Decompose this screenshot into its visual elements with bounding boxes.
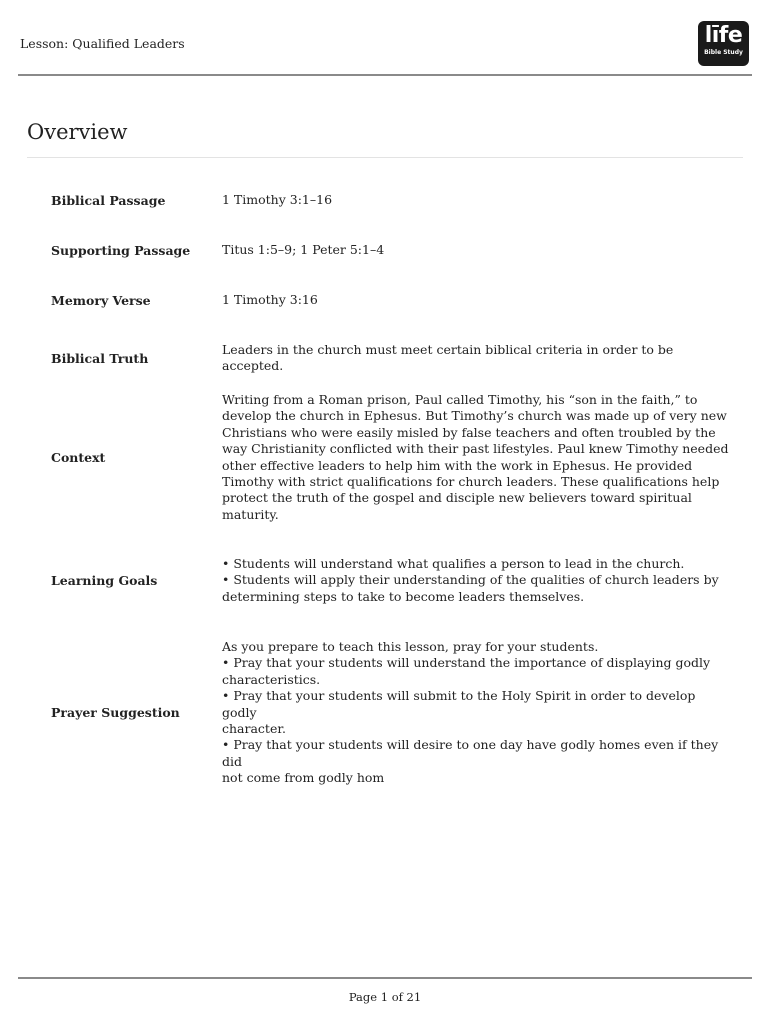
row-memory-verse (51, 292, 731, 308)
row-label: Biblical Truth (51, 350, 149, 366)
row-value (222, 292, 731, 308)
row-label: Context (51, 450, 106, 466)
row-learning-goals (51, 556, 731, 605)
header-divider (18, 74, 752, 76)
row-value-line: Christians who were easily misled by false teachers and often troubled by the (222, 424, 716, 440)
row-value-line: develop the church in Ephesus. But Timothy’s church was made up of very new (222, 408, 727, 424)
row-value-line: Writing from a Roman prison, Paul called Timothy, his “son in the faith,” to (222, 392, 698, 407)
row-value-line: character. (222, 721, 286, 737)
logo-word: līfe (704, 23, 743, 48)
row-value-line: characteristics. (222, 671, 321, 687)
row-value (222, 639, 731, 787)
row-value (222, 392, 731, 523)
row-label: Biblical Passage (51, 192, 166, 208)
row-value-line: As you prepare to teach this lesson, pray for your students. (222, 639, 599, 654)
page-number: Page 1 of 21 (348, 990, 422, 1004)
row-value-line: protect the truth of the gospel and disciple new believers toward spiritual (222, 490, 692, 506)
row-label: Prayer Suggestion (51, 705, 180, 721)
row-value-line: • Pray that your students will understand the importance of displaying godly (222, 655, 711, 671)
row-value-line: other effective leaders to help him with the work in Ephesus. He provided (222, 457, 693, 473)
row-value-line: Timothy with strict qualifications for church leaders. These qualifications help (222, 474, 720, 490)
row-value-line: • Pray that your students will submit to the Holy Spirit in order to develop godly (222, 688, 696, 720)
row-value-line: 1 Timothy 3:16 (222, 292, 318, 307)
row-biblical-passage (51, 192, 731, 208)
row-value-line: maturity. (222, 506, 279, 522)
row-value-line: not come from godly hom (222, 770, 385, 786)
row-value-line: Leaders in the church must meet certain biblical criteria in order to be accepted. (222, 342, 674, 374)
row-context (51, 392, 731, 523)
row-biblical-truth (51, 342, 731, 375)
row-prayer-suggestion (51, 639, 731, 787)
logo-subtitle: Bible Study (704, 49, 743, 56)
row-value-line: Titus 1:5–9; 1 Peter 5:1–4 (222, 242, 385, 257)
footer-divider (18, 977, 752, 979)
row-value-line: • Students will apply their understanding of the qualities of church leaders by (222, 572, 719, 588)
row-value (222, 192, 731, 208)
row-label: Memory Verse (51, 292, 151, 308)
row-label: Supporting Passage (51, 242, 191, 258)
row-value-line: • Students will understand what qualifies a person to lead in the church. (222, 556, 685, 571)
row-value-line: way Christianity conflicted with their past lifestyles. Paul knew Timothy needed (222, 441, 729, 457)
row-value-line: 1 Timothy 3:1–16 (222, 192, 333, 207)
row-value-line: • Pray that your students will desire to one day have godly homes even if they did (222, 737, 719, 769)
row-value (222, 556, 731, 605)
row-value-line: determining steps to take to become leaders themselves. (222, 588, 585, 604)
row-value (222, 242, 731, 258)
row-label: Learning Goals (51, 573, 158, 589)
lesson-title: Lesson: Qualified Leaders (20, 36, 185, 51)
row-value (222, 342, 731, 375)
row-supporting-passage (51, 242, 731, 258)
life-bible-study-logo (698, 21, 749, 66)
section-title: Overview (27, 120, 128, 144)
section-divider (27, 157, 743, 158)
